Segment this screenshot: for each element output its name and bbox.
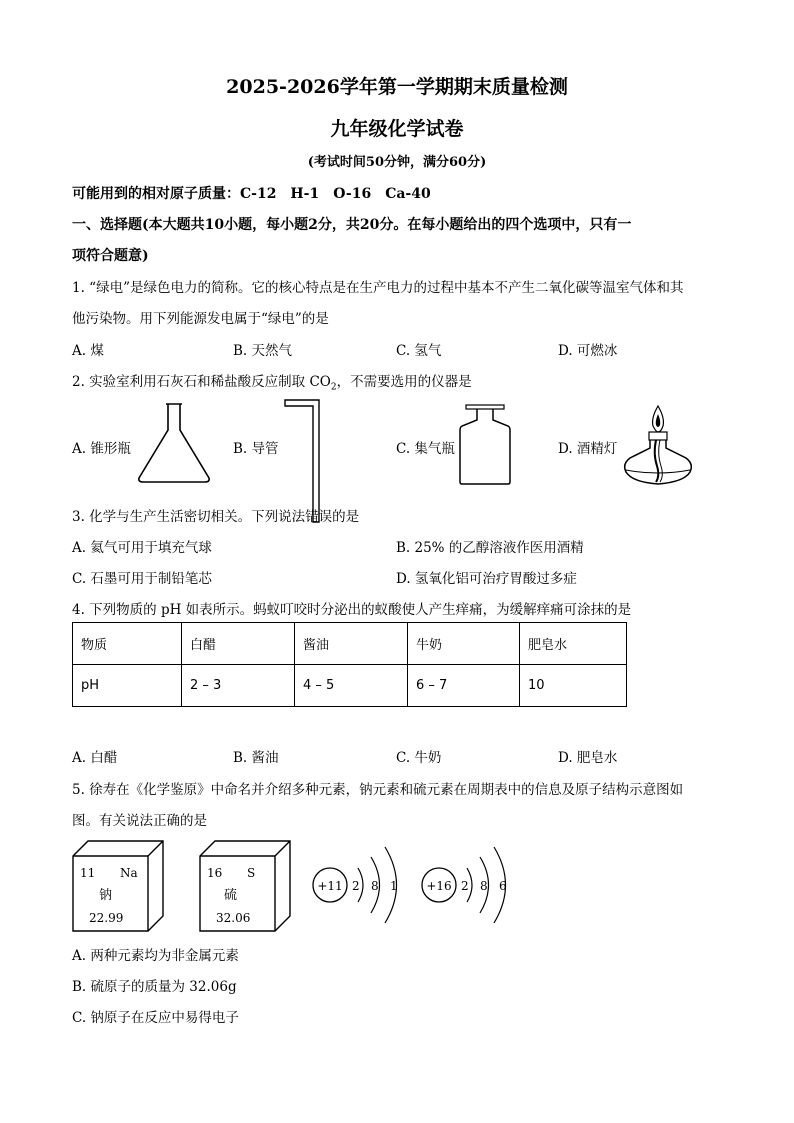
sulfur-atomic-mass: 32.06 [216,911,251,925]
ph-table-cell: pH [73,665,182,707]
q1-line1: 1. “绿电”是绿色电力的简称。它的核心特点是在生产电力的过程中基本不产生二氧化碳等温室气体和其 [72,280,684,296]
exam-subtitle: 九年级化学试卷 [330,118,464,140]
ph-table-header-cell: 白醋 [182,623,295,665]
exam-title: 2025-2026学年第一学期期末质量检测 [226,76,568,98]
exam-info: (考试时间50分钟，满分60分) [307,155,487,170]
ph-table-header-row [73,623,627,665]
ph-table [72,622,627,707]
sulfur-element-card [199,840,291,932]
ph-table-header-cell: 酱油 [295,623,408,665]
q1-line2: 他污染物。用下列能源发电属于“绿电”的是 [72,311,329,327]
sodium-shell-1: 2 [352,879,360,893]
q4-option-b: B. 酱油 [233,750,279,766]
q5-line2: 图。有关说法正确的是 [72,813,207,829]
sulfur-symbol: S [247,866,256,880]
q5-option-a: A. 两种元素均为非金属元素 [72,948,239,964]
sodium-shell-2: 8 [371,879,379,893]
ph-table-value-row [73,665,627,707]
q2-option-d: D. 酒精灯 [558,441,618,457]
sulfur-name: 硫 [224,888,238,903]
q2-stem [72,370,472,393]
section-heading-line2: 项符合题意) [72,248,149,264]
atomic-masses: 可能用到的相对原子质量：C-12 H-1 O-16 Ca-40 [72,186,431,202]
conical-flask-icon [134,402,214,484]
section-heading-line1: 一、选择题(本大题共10小题，每小题2分，共20分。在每小题给出的四个选项中，只有一 [72,217,632,233]
q3-option-b: B. 25% 的乙醇溶液作医用酒精 [396,540,584,556]
q3-option-c: C. 石墨可用于制铅笔芯 [72,571,212,587]
sulfur-shell-2: 8 [480,879,488,893]
q2-option-a: A. 锥形瓶 [72,441,131,457]
sulfur-shell-3: 6 [499,879,507,893]
ph-table-header-cell: 牛奶 [408,623,520,665]
q3-option-d: D. 氢氧化铝可治疗胃酸过多症 [396,571,577,587]
sodium-nucleus: +11 [317,879,343,893]
sodium-element-card [72,840,164,932]
ph-table-cell: 2 – 3 [182,665,295,707]
q3-stem: 3. 化学与生产生活密切相关。下列说法错误的是 [72,509,360,525]
alcohol-lamp-icon [620,402,696,488]
sodium-symbol: Na [120,866,138,880]
sulfur-atomic-number: 16 [207,866,223,880]
q2-option-c: C. 集气瓶 [396,441,455,457]
ph-table-cell: 10 [520,665,627,707]
sodium-atomic-mass: 22.99 [89,911,124,925]
q2-option-b: B. 导管 [233,441,279,457]
q4-stem: 4. 下列物质的 pH 如表所示。蚂蚁叮咬时分泌出的蚁酸使人产生痒痛，为缓解痒痛可涂抹的是 [72,602,632,618]
q1-option-c: C. 氢气 [396,343,442,359]
ph-table-header-cell: 肥皂水 [520,623,627,665]
q4-option-c: C. 牛奶 [396,750,442,766]
sodium-name: 钠 [99,888,113,903]
q3-option-a: A. 氦气可用于填充气球 [72,540,212,556]
ph-table-header-cell: 物质 [73,623,182,665]
q5-line1: 5. 徐寿在《化学鉴原》中命名并介绍多种元素，钠元素和硫元素在周期表中的信息及原子结构示意图如 [72,782,684,798]
sulfur-nucleus: +16 [426,879,452,893]
q1-option-a: A. 煤 [72,343,104,359]
sodium-atomic-number: 11 [80,866,96,880]
sodium-shell-3: 1 [390,879,398,893]
sodium-atom-diagram [308,840,408,930]
q5-option-c: C. 钠原子在反应中易得电子 [72,1010,239,1026]
q1-option-b: B. 天然气 [233,343,293,359]
q5-option-b: B. 硫原子的质量为 32.06g [72,979,237,995]
q4-option-d: D. 肥皂水 [558,750,618,766]
q2-stem-before: 2. 实验室利用石灰石和稀盐酸反应制取 CO [72,374,331,390]
ph-table-cell: 6 – 7 [408,665,520,707]
gas-bottle-icon [458,404,514,486]
q2-stem-after: ，不需要选用的仪器是 [336,374,472,390]
q1-option-d: D. 可燃冰 [558,343,618,359]
q4-option-a: A. 白醋 [72,750,118,766]
q2-stem-subscript: 2 [330,382,337,393]
sulfur-atom-diagram [417,840,517,930]
ph-table-cell: 4 – 5 [295,665,408,707]
sulfur-shell-1: 2 [461,879,469,893]
